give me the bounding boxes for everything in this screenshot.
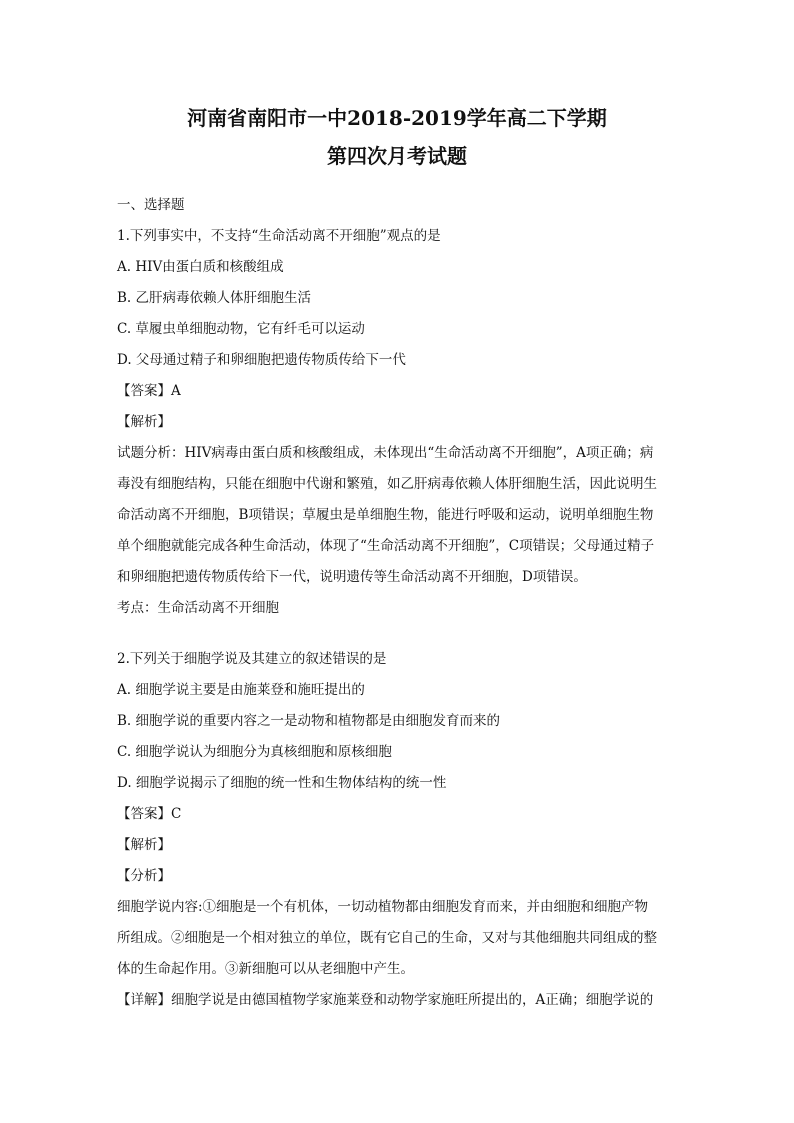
q1-analysis-line-2: 毒没有细胞结构，只能在细胞中代谢和繁殖，如乙肝病毒依赖人体肝细胞生活，因此说明生 xyxy=(117,476,657,492)
q1-analysis-label: 【解析】 xyxy=(117,414,171,430)
q2-xiangjie-text: 细胞学说是由德国植物学家施莱登和动物学家施旺所提出的，A正确；细胞学说的 xyxy=(171,992,654,1008)
q1-option-d: D. 父母通过精子和卵细胞把遗传物质传给下一代 xyxy=(117,352,406,368)
section-heading: 一、选择题 xyxy=(117,197,185,213)
q2-option-b: B. 细胞学说的重要内容之一是动物和植物都是由细胞发育而来的 xyxy=(117,713,501,729)
q2-fenxi-line-3: 体的生命起作用。③新细胞可以从老细胞中产生。 xyxy=(117,961,414,977)
q2-xiangjie-label: 【详解】 xyxy=(117,992,171,1008)
q1-option-b: B. 乙肝病毒依赖人体肝细胞生活 xyxy=(117,290,312,306)
q2-fenxi-line-1: 细胞学说内容:①细胞是一个有机体，一切动植物都由细胞发育而来，并由细胞和细胞产物 xyxy=(117,899,649,915)
q2-answer: 【答案】C xyxy=(117,806,182,822)
q1-analysis-line-3: 命活动离不开细胞，B项错误；草履虫是单细胞生物，能进行呼吸和运动，说明单细胞生物 xyxy=(117,507,654,523)
q1-answer: 【答案】A xyxy=(117,383,181,399)
question-spacer xyxy=(117,624,677,644)
q2-option-d: D. 细胞学说揭示了细胞的统一性和生物体结构的统一性 xyxy=(117,775,447,791)
q2-option-a: A. 细胞学说主要是由施莱登和施旺提出的 xyxy=(117,682,365,698)
q1-analysis-line-4: 单个细胞就能完成各种生命活动，体现了“生命活动离不开细胞”，C项错误；父母通过精子 xyxy=(117,538,655,554)
q2-analysis-label: 【解析】 xyxy=(117,837,171,853)
q2-fenxi-line-2: 所组成。②细胞是一个相对独立的单位，既有它自己的生命，又对与其他细胞共同组成的整 xyxy=(117,930,657,946)
q1-analysis-line-1: 试题分析：HIV病毒由蛋白质和核酸组成，未体现出“生命活动离不开细胞”，A项正确；病 xyxy=(117,445,654,461)
document-page xyxy=(117,100,677,1016)
q2-stem: 2.下列关于细胞学说及其建立的叙述错误的是 xyxy=(117,651,387,667)
q2-fenxi-label: 【分析】 xyxy=(117,868,171,884)
document-title-line-1: 河南省南阳市一中2018-2019学年高二下学期 xyxy=(187,106,607,130)
q2-option-c: C. 细胞学说认为细胞分为真核细胞和原核细胞 xyxy=(117,744,392,760)
q1-option-a: A. HIV由蛋白质和核酸组成 xyxy=(117,259,284,275)
q1-stem: 1.下列事实中，不支持“生命活动离不开细胞”观点的是 xyxy=(117,228,441,244)
q2-xiangjie xyxy=(117,985,677,1016)
q1-kaodian: 考点：生命活动离不开细胞 xyxy=(117,600,279,616)
document-title-line-2: 第四次月考试题 xyxy=(327,144,467,168)
q1-analysis-line-5: 和卵细胞把遗传物质传给下一代，说明遗传等生命活动离不开细胞，D项错误。 xyxy=(117,569,587,585)
q1-option-c: C. 草履虫单细胞动物，它有纤毛可以运动 xyxy=(117,321,365,337)
